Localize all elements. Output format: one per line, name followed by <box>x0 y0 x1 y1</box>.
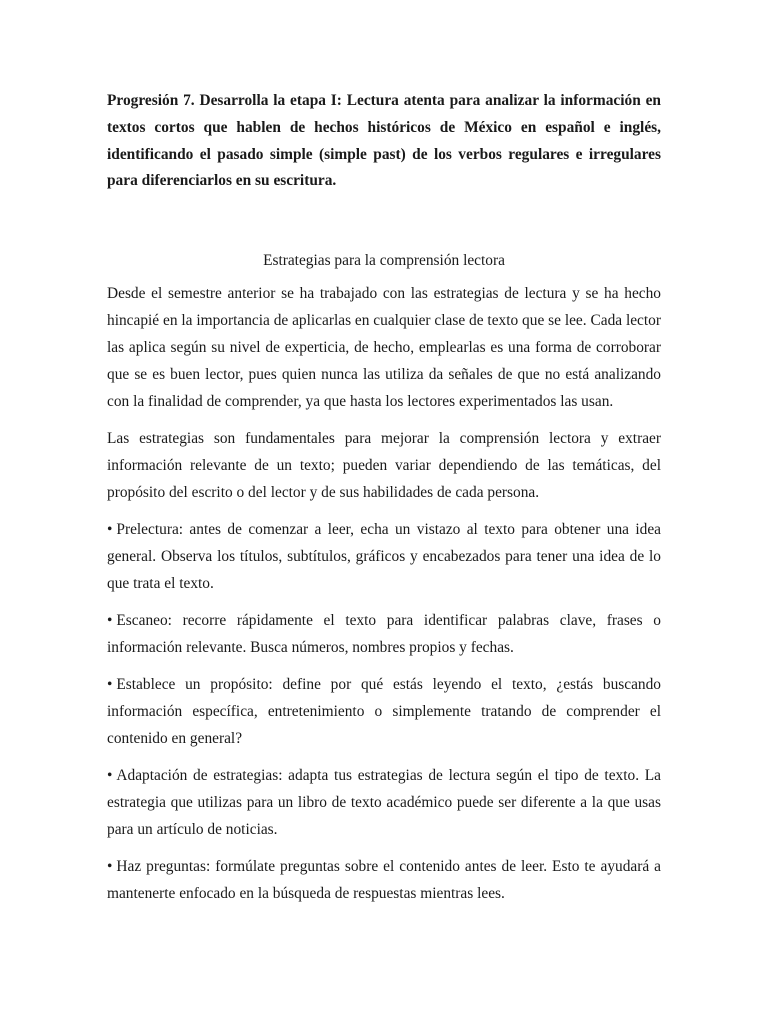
list-item-text: Escaneo: recorre rápidamente el texto para identificar palabras clave, frases o información relevante. Busca números, nombres propios y fechas. <box>107 612 661 657</box>
body-paragraph: Las estrategias son fundamentales para mejorar la comprensión lectora y extraer información relevante de un texto; pueden variar dependiendo de las temáticas, del propósito del escrito o del lector y de sus habilidades de cada persona. <box>107 430 661 502</box>
list-item <box>107 516 661 597</box>
list-item-text: Establece un propósito: define por qué estás leyendo el texto, ¿estás buscando información específica, entretenimiento o simplemente tratando de comprender el contenido en general? <box>107 676 661 748</box>
bullet-icon: • <box>107 858 113 876</box>
document-heading: Progresión 7. Desarrolla la etapa I: Lectura atenta para analizar la información en textos cortos que hablen de hechos históricos de México en español e inglés, identificando el pasado simple (simple past) de los verbos regulares e irregulares para diferenciarlos en su escritura. <box>107 92 661 190</box>
bullet-icon: • <box>107 521 113 539</box>
list-item-text: Prelectura: antes de comenzar a leer, echa un vistazo al texto para obtener una idea general. Observa los títulos, subtítulos, gráficos y encabezados para tener una idea de lo que trata el texto. <box>107 521 661 593</box>
list-item <box>107 671 661 752</box>
section-subtitle: Estrategias para la comprensión lectora <box>263 252 505 270</box>
body-paragraph: Desde el semestre anterior se ha trabajado con las estrategias de lectura y se ha hecho hincapié en la importancia de aplicarlas en cualquier clase de texto que se lee. Cada lector las aplica según su nivel de experticia, de hecho, emplearlas es una forma de corroborar que se es buen lector, pues quien nunca las utiliza da señales de que no está analizando con la finalidad de comprender, ya que hasta los lectores experimentados las usan. <box>107 285 661 411</box>
strategy-list <box>107 516 661 907</box>
bullet-icon: • <box>107 612 113 630</box>
bullet-icon: • <box>107 676 113 694</box>
list-item-text: Adaptación de estrategias: adapta tus estrategias de lectura según el tipo de texto. La estrategia que utilizas para un libro de texto académico puede ser diferente a la que usas para un artículo de noticias. <box>107 767 661 839</box>
list-item <box>107 853 661 907</box>
list-item <box>107 607 661 661</box>
bullet-icon: • <box>107 767 113 785</box>
list-item <box>107 762 661 843</box>
list-item-text: Haz preguntas: formúlate preguntas sobre el contenido antes de leer. Esto te ayudará a mantenerte enfocado en la búsqueda de respuestas mientras lees. <box>107 858 661 903</box>
